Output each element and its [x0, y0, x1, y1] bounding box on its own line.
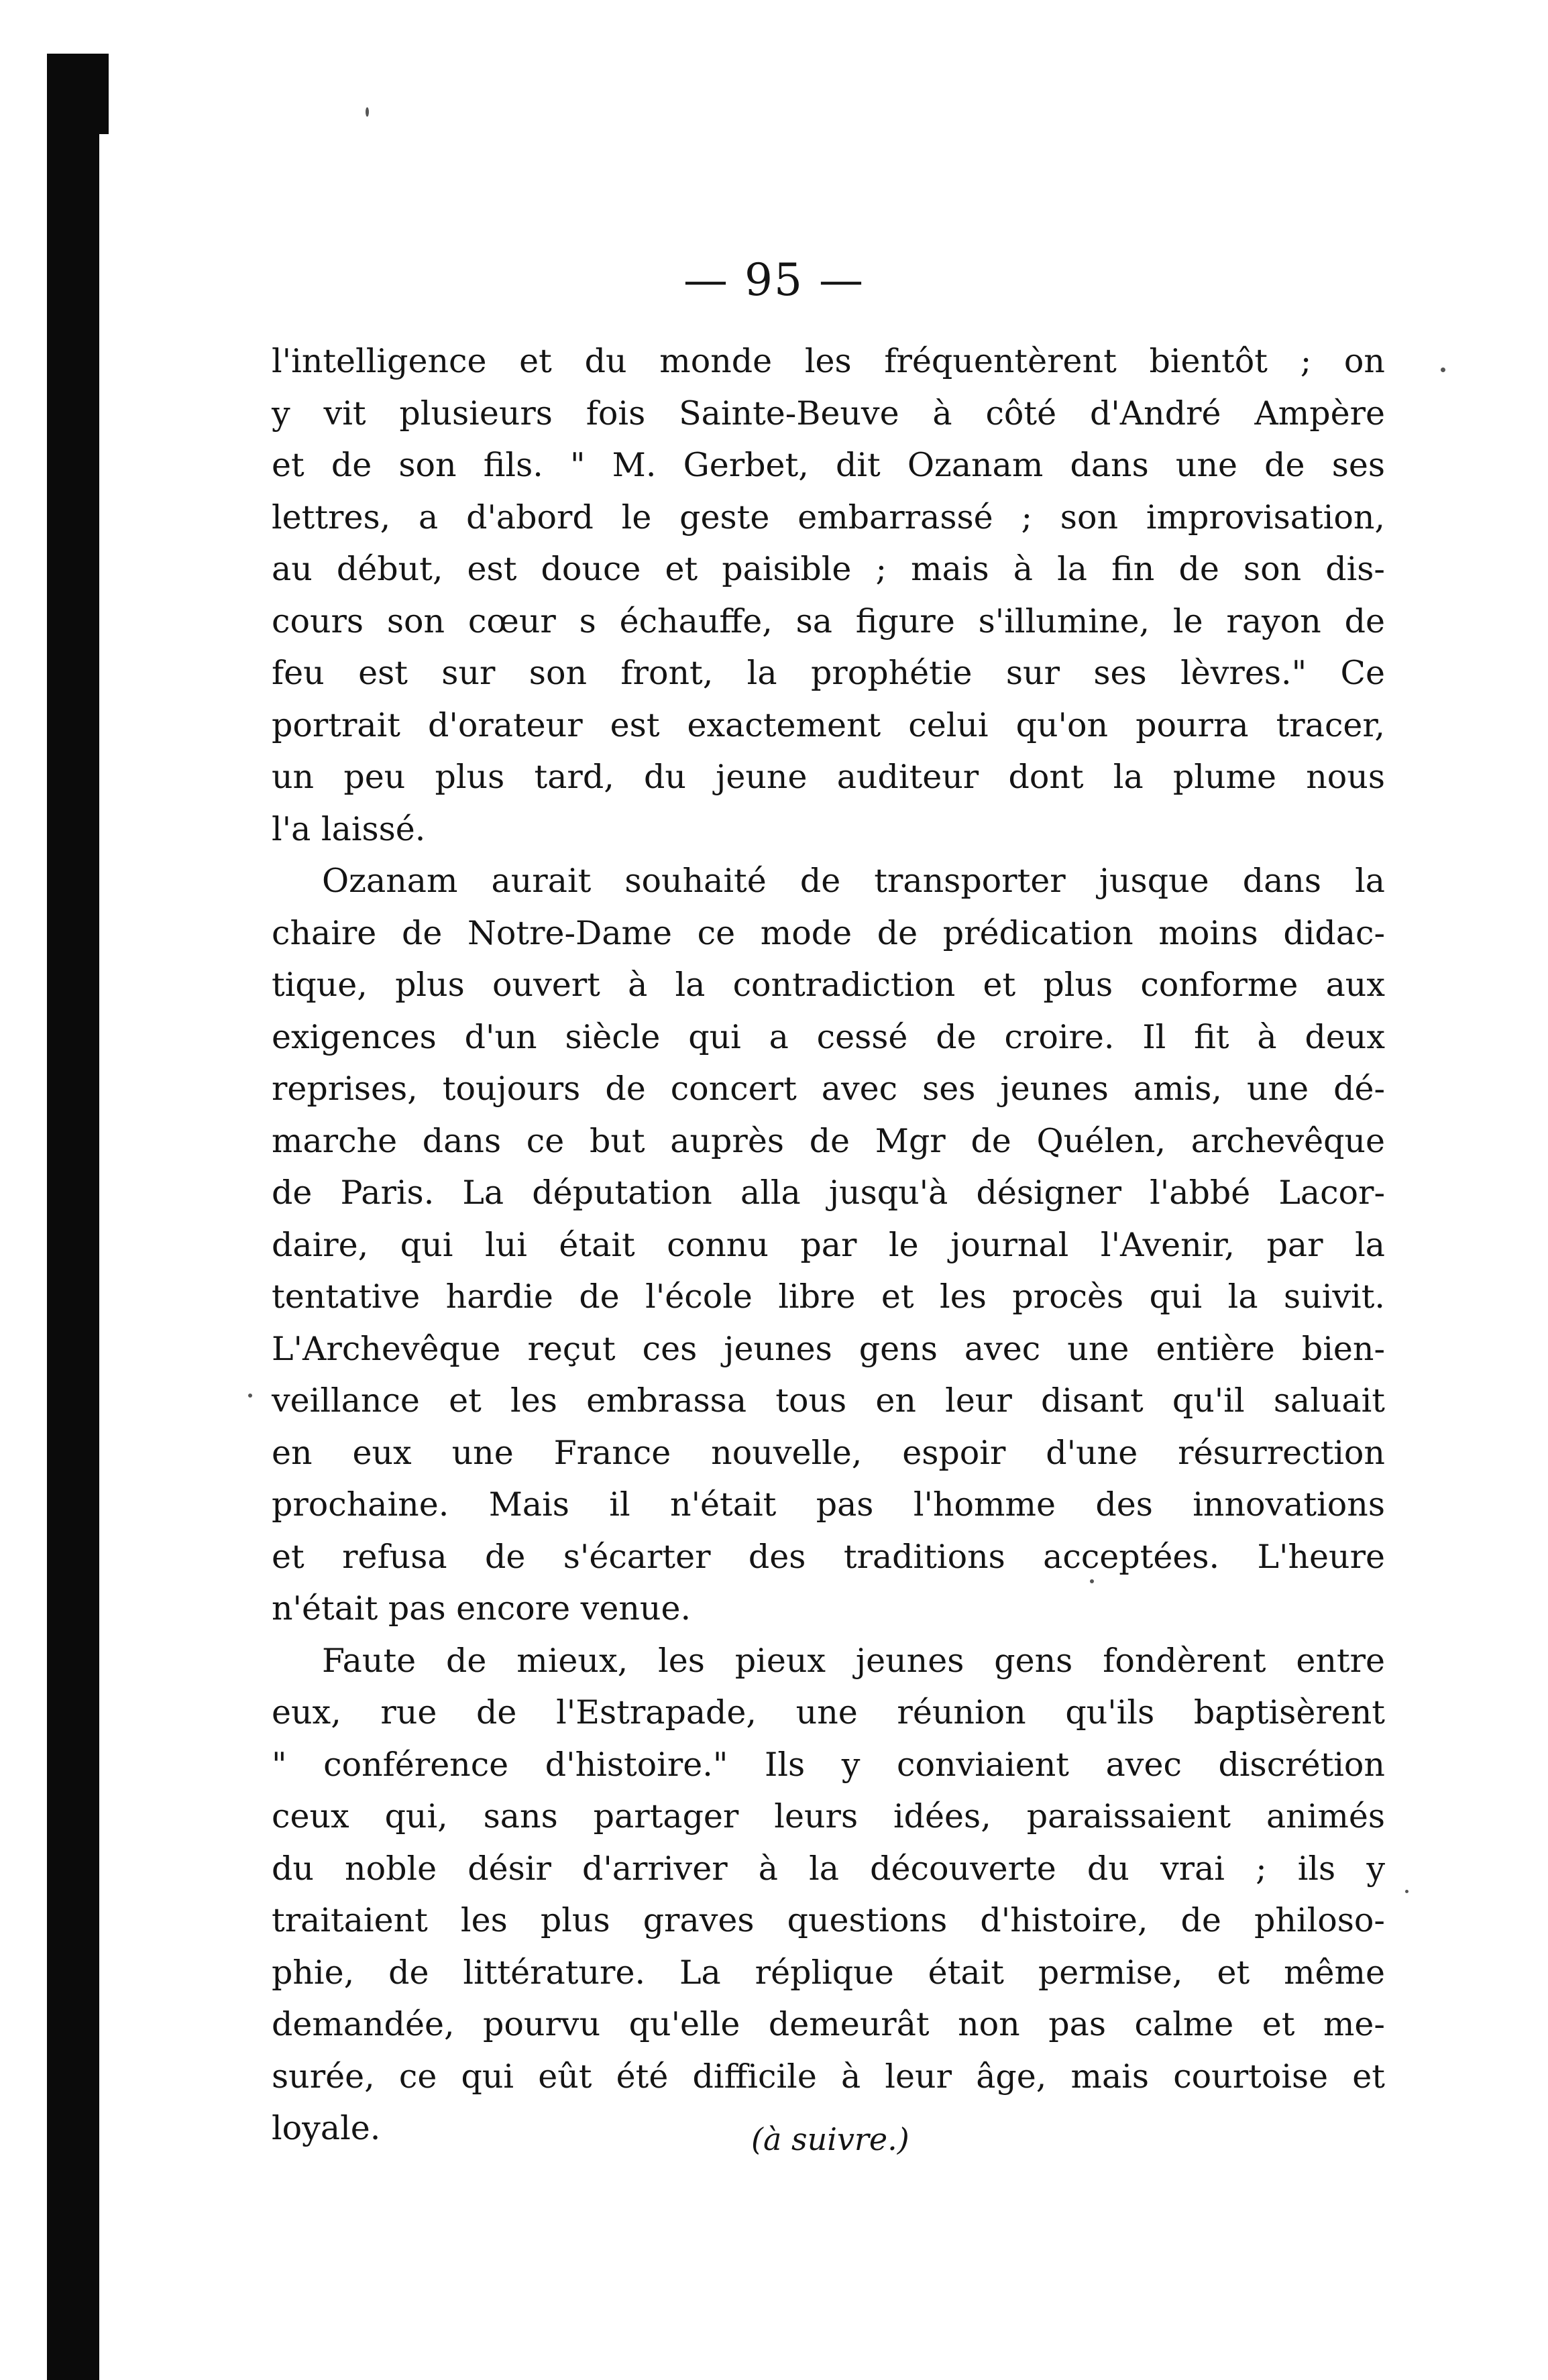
- text-line: surée, ce qui eût été difficile à leur âge, mais courtoise et: [272, 2057, 1385, 2096]
- text-line: traitaient les plus graves questions d'histoire, de philoso-: [272, 1901, 1385, 1939]
- text-line: et refusa de s'écarter des traditions acceptées. L'heure: [272, 1537, 1385, 1576]
- text-line: feu est sur son front, la prophétie sur ses lèvres." Ce: [272, 654, 1385, 692]
- text-line: y vit plusieurs fois Sainte-Beuve à côté d'André Ampère: [272, 394, 1385, 433]
- text-line: au début, est douce et paisible ; mais à la fin de son dis-: [272, 550, 1385, 588]
- text-line: Ozanam aurait souhaité de transporter jusque dans la: [322, 862, 1385, 900]
- text-line: eux, rue de l'Estrapade, une réunion qu'ils baptisèrent: [272, 1693, 1385, 1732]
- text-line: " conférence d'histoire." Ils y conviaient avec discrétion: [272, 1745, 1385, 1784]
- continuation-note: (à suivre.): [751, 2121, 909, 2157]
- text-line: reprises, toujours de concert avec ses jeunes amis, une dé-: [272, 1070, 1385, 1108]
- text-line: marche dans ce but auprès de Mgr de Quélen, archevêque: [272, 1121, 1385, 1160]
- text-line: portrait d'orateur est exactement celui qu'on pourra tracer,: [272, 705, 1385, 744]
- text-line: phie, de littérature. La réplique était permise, et même: [272, 1953, 1385, 1992]
- paper-speck: [366, 107, 369, 117]
- binding-shadow-notch: [99, 54, 109, 134]
- text-line: lettres, a d'abord le geste embarrassé ; son improvisation,: [272, 498, 1385, 536]
- text-line: n'était pas encore venue.: [272, 1589, 692, 1628]
- text-line: daire, qui lui était connu par le journal l'Avenir, par la: [272, 1225, 1385, 1264]
- text-line: tique, plus ouvert à la contradiction et plus conforme aux: [272, 966, 1385, 1004]
- paper-speck: [1090, 1579, 1094, 1583]
- text-line: l'a laissé.: [272, 809, 426, 848]
- text-line: Faute de mieux, les pieux jeunes gens fondèrent entre: [322, 1641, 1385, 1680]
- text-line: un peu plus tard, du jeune auditeur dont la plume nous: [272, 758, 1385, 796]
- text-line: cours son cœur s échauffe, sa figure s'illumine, le rayon de: [272, 602, 1385, 640]
- paper-speck: [1405, 1890, 1408, 1893]
- binding-shadow: [47, 54, 99, 2380]
- text-line: du noble désir d'arriver à la découverte du vrai ; ils y: [272, 1849, 1385, 1888]
- text-line: de Paris. La députation alla jusqu'à désigner l'abbé Lacor-: [272, 1174, 1385, 1212]
- text-line: l'intelligence et du monde les fréquentèrent bientôt ; on: [272, 342, 1385, 380]
- text-line: L'Archevêque reçut ces jeunes gens avec une entière bien-: [272, 1329, 1385, 1368]
- text-line: en eux une France nouvelle, espoir d'une résurrection: [272, 1433, 1385, 1472]
- text-line: loyale.: [272, 2109, 381, 2147]
- body-text: [272, 335, 1385, 2155]
- paper-speck: [1441, 367, 1445, 372]
- text-line: exigences d'un siècle qui a cessé de croire. Il fit à deux: [272, 1017, 1385, 1056]
- text-line: veillance et les embrassa tous en leur disant qu'il saluait: [272, 1381, 1385, 1420]
- text-line: demandée, pourvu qu'elle demeurât non pas calme et me-: [272, 2005, 1385, 2043]
- text-line: prochaine. Mais il n'était pas l'homme des innovations: [272, 1485, 1385, 1524]
- text-line: et de son fils. " M. Gerbet, dit Ozanam dans une de ses: [272, 446, 1385, 484]
- text-line: tentative hardie de l'école libre et les procès qui la suivit.: [272, 1278, 1385, 1316]
- page-number: — 95 —: [683, 254, 865, 306]
- text-line: chaire de Notre-Dame ce mode de prédication moins didac-: [272, 913, 1385, 952]
- paper-speck: [248, 1394, 252, 1398]
- text-line: ceux qui, sans partager leurs idées, paraissaient animés: [272, 1797, 1385, 1835]
